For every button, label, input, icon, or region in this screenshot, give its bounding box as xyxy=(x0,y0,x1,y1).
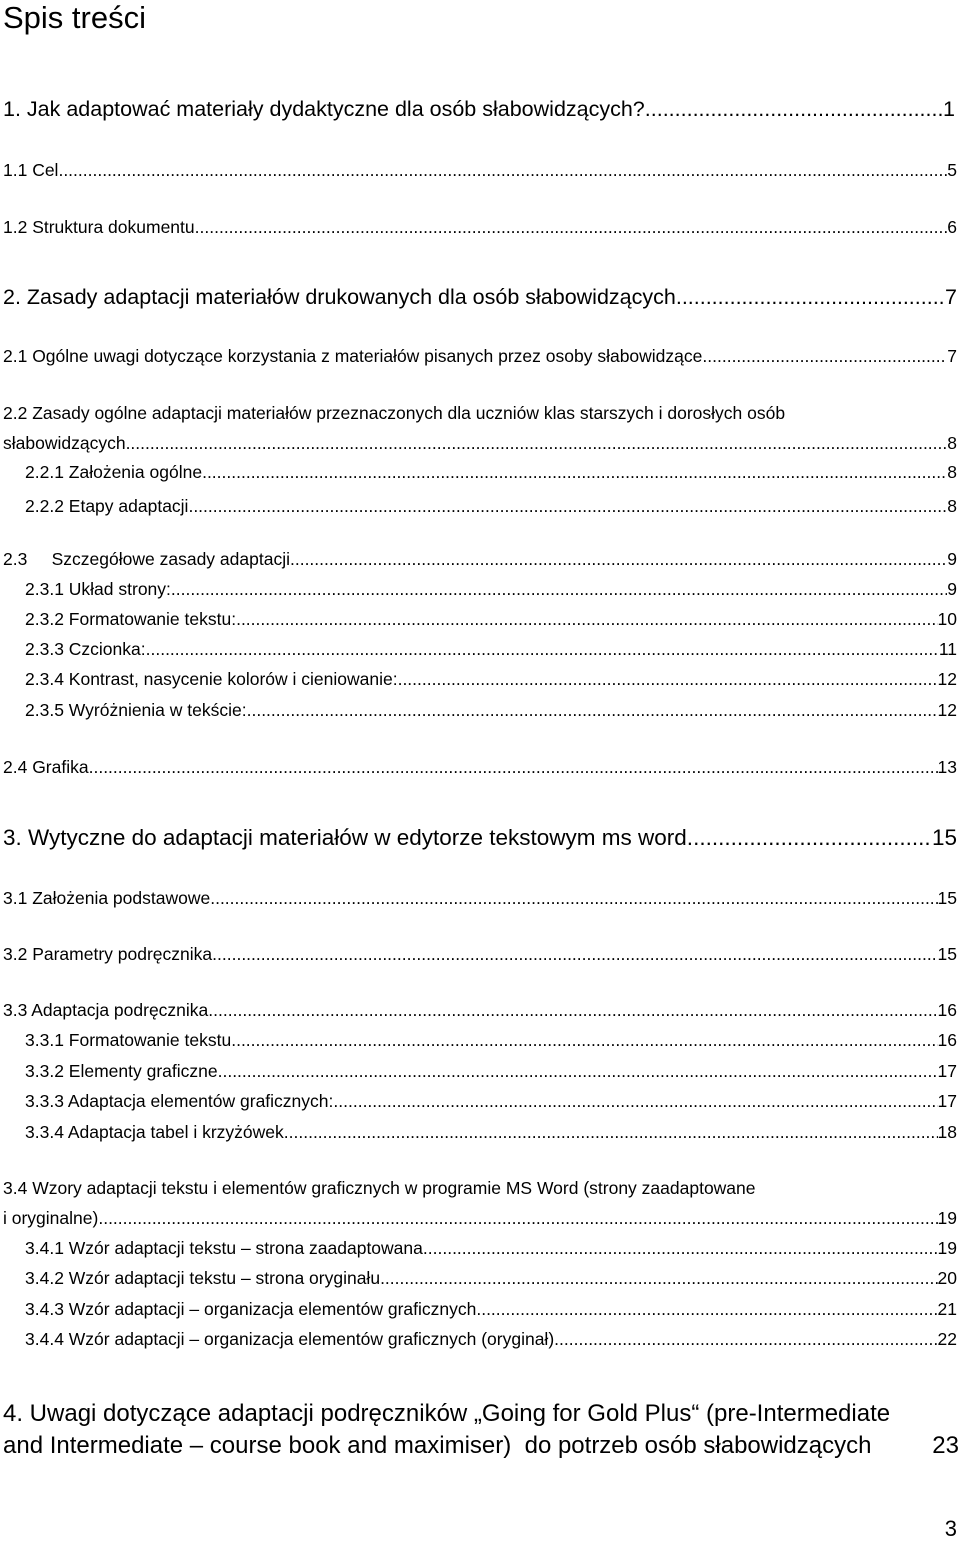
toc-entry[interactable] xyxy=(25,1299,957,1320)
toc-leader xyxy=(290,549,947,570)
toc-leader xyxy=(380,1268,937,1289)
toc-entry-label: 1.2 Struktura dokumentu xyxy=(3,217,195,237)
toc-entry-label: 2.3.5 Wyróżnienia w tekście: xyxy=(25,700,247,720)
toc-entry[interactable] xyxy=(3,944,957,965)
toc-entry[interactable] xyxy=(3,549,957,570)
toc-entry-label: 3.1 Założenia podstawowe xyxy=(3,888,211,908)
toc-entry-label: 2.3.3 Czcionka: xyxy=(25,639,146,659)
toc-entry[interactable] xyxy=(3,97,955,122)
toc-leader xyxy=(423,1238,938,1259)
toc-entry-page: 8 xyxy=(947,496,957,516)
toc-leader xyxy=(676,285,945,310)
toc-entry-label: 3.3.2 Elementy graficzne xyxy=(25,1061,218,1081)
toc-entry-label: 2.3.1 Układ strony: xyxy=(25,579,171,599)
toc-leader xyxy=(702,346,947,367)
toc-entry[interactable] xyxy=(3,1208,957,1229)
toc-entry-label: 3.3.1 Formatowanie tekstu xyxy=(25,1030,232,1050)
toc-entry[interactable] xyxy=(25,1238,957,1259)
page-number: 3 xyxy=(944,1516,957,1541)
toc-entry[interactable] xyxy=(25,1329,957,1350)
toc-leader xyxy=(231,1030,937,1051)
toc-leader xyxy=(210,888,937,909)
toc-entry-label: 2.2.2 Etapy adaptacji xyxy=(25,496,189,516)
toc-entry-label: 2.3 Szczegółowe zasady adaptacji xyxy=(3,549,290,569)
toc-entry[interactable] xyxy=(25,609,957,630)
toc-leader xyxy=(208,1000,937,1021)
toc-entry-page: 17 xyxy=(937,1061,957,1081)
toc-entry[interactable] xyxy=(3,285,957,310)
toc-leader xyxy=(693,825,932,851)
toc-entry-label: 3. Wytyczne do adaptacji materiałów w edytorze tekstowym ms word. xyxy=(3,825,694,850)
toc-leader xyxy=(103,1208,937,1229)
toc-entry-label: 3.2 Parametry podręcznika xyxy=(3,944,213,964)
toc-leader xyxy=(146,639,939,660)
toc-entry-label: 3.4.1 Wzór adaptacji tekstu – strona zaadaptowana xyxy=(25,1238,423,1258)
toc-entry-page: 23 xyxy=(932,1432,959,1459)
toc-entry-page: 12 xyxy=(937,669,957,689)
toc-entry-label: 3.4.4 Wzór adaptacji – organizacja elementów graficznych (oryginał) xyxy=(25,1329,555,1349)
toc-leader xyxy=(645,97,943,122)
toc-leader xyxy=(58,160,947,181)
toc-leader xyxy=(236,609,937,630)
toc-entry[interactable] xyxy=(25,579,957,600)
toc-entry[interactable] xyxy=(3,217,957,238)
toc-entry-page: 9 xyxy=(947,549,957,569)
toc-entry-label: 3.3 Adaptacja podręcznika xyxy=(3,1000,209,1020)
toc-entry-label: 1.1 Cel xyxy=(3,160,59,180)
toc-entry-label: 2. Zasady adaptacji materiałów drukowanych dla osób słabowidzących xyxy=(3,285,676,309)
toc-entry-page: 19 xyxy=(937,1238,957,1258)
toc-entry-page: 6 xyxy=(947,217,957,237)
toc-entry-label: i oryginalne). xyxy=(3,1208,104,1228)
toc-entry-label: 2.4 Grafika xyxy=(3,757,89,777)
toc-entry-label: 3.3.4 Adaptacja tabel i krzyżówek xyxy=(25,1122,284,1142)
toc-entry-label-line1: 4. Uwagi dotyczące adaptacji podręczników „Going for Gold Plus“ (pre-Intermediate xyxy=(3,1400,891,1427)
toc-entry-page: 22 xyxy=(937,1329,957,1349)
toc-entry-page: 8 xyxy=(947,462,957,482)
toc-entry[interactable] xyxy=(25,669,957,690)
toc-leader xyxy=(284,1122,938,1143)
toc-entry-page: 7 xyxy=(947,346,957,366)
toc-entry[interactable] xyxy=(3,825,957,851)
toc-leader xyxy=(398,669,938,690)
toc-entry-label: słabowidzących xyxy=(3,433,126,453)
toc-entry[interactable] xyxy=(3,433,957,454)
toc-entry-page: 9 xyxy=(947,579,957,599)
toc-leader xyxy=(218,1061,938,1082)
toc-entry[interactable] xyxy=(3,1000,957,1021)
toc-entry-label: 2.1 Ogólne uwagi dotyczące korzystania z materiałów pisanych przez osoby słabowidzące xyxy=(3,346,703,366)
toc-leader xyxy=(247,700,938,721)
toc-entry[interactable] xyxy=(3,1432,959,1460)
toc-entry-label: 2.3.2 Formatowanie tekstu: xyxy=(25,609,237,629)
toc-entry-page: 16 xyxy=(937,1030,957,1050)
toc-entry-page: 16 xyxy=(937,1000,957,1020)
toc-entry[interactable] xyxy=(25,1122,957,1143)
toc-entry-page: 15 xyxy=(931,825,957,850)
toc-entry-label: 2.2.1 Założenia ogólne xyxy=(25,462,203,482)
toc-entry-label: 1. Jak adaptować materiały dydaktyczne dla osób słabowidzących? xyxy=(3,97,645,121)
toc-entry-page: 19 xyxy=(937,1208,957,1228)
toc-leader xyxy=(202,462,947,483)
toc-entry-label: 3.4.3 Wzór adaptacji – organizacja elementów graficznych xyxy=(25,1299,477,1319)
toc-entry-page: 15 xyxy=(937,888,957,908)
toc-entry-label: 3.3.3 Adaptacja elementów graficznych: xyxy=(25,1091,334,1111)
toc-entry-page: 8 xyxy=(947,433,957,453)
toc-entry[interactable] xyxy=(25,639,957,660)
toc-leader xyxy=(333,1091,937,1112)
toc-entry-page: 20 xyxy=(937,1268,957,1288)
toc-entry[interactable] xyxy=(3,160,957,181)
toc-entry-label: 2.3.4 Kontrast, nasycenie kolorów i cieniowanie: xyxy=(25,669,398,689)
toc-entry-label-line1: 3.4 Wzory adaptacji tekstu i elementów graficznych w programie MS Word (strony zaadaptowane xyxy=(3,1178,756,1198)
toc-entry-label-line1: 2.2 Zasady ogólne adaptacji materiałów przeznaczonych dla uczniów klas starszych i dorosłych osób xyxy=(3,403,786,423)
toc-entry[interactable] xyxy=(25,462,957,483)
toc-entry-page: 5 xyxy=(947,160,957,180)
toc-entry-page: 18 xyxy=(937,1122,957,1142)
toc-leader xyxy=(188,496,947,517)
toc-entry[interactable] xyxy=(25,1061,957,1082)
toc-entry-page: 21 xyxy=(937,1299,957,1319)
toc-entry[interactable] xyxy=(25,496,957,517)
toc-entry-page: 15 xyxy=(937,944,957,964)
toc-leader xyxy=(212,944,937,965)
toc-leader xyxy=(126,433,948,454)
toc-entry[interactable] xyxy=(3,888,957,909)
toc-leader xyxy=(89,757,938,778)
toc-entry[interactable] xyxy=(25,1030,957,1051)
toc-entry[interactable] xyxy=(25,1268,957,1289)
toc-leader xyxy=(554,1329,937,1350)
toc-entry-page: 13 xyxy=(937,757,957,777)
toc-entry-page: 12 xyxy=(937,700,957,720)
toc-entry-page: 11 xyxy=(938,639,957,659)
toc-leader xyxy=(171,579,947,600)
toc-entry[interactable] xyxy=(25,1091,957,1112)
toc-entry-label: 3.4.2 Wzór adaptacji tekstu – strona oryginału xyxy=(25,1268,381,1288)
toc-entry-label: and Intermediate – course book and maximiser) do potrzeb osób słabowidzących xyxy=(3,1432,872,1459)
toc-entry-page: 1 xyxy=(943,97,955,121)
toc-entry[interactable] xyxy=(3,757,957,778)
toc-entry[interactable] xyxy=(25,700,957,721)
toc-leader xyxy=(476,1299,937,1320)
toc-entry[interactable] xyxy=(3,346,957,367)
toc-leader xyxy=(195,217,948,238)
toc-entry-page: 17 xyxy=(937,1091,957,1111)
toc-entry-page: 10 xyxy=(937,609,957,629)
page-title: Spis treści xyxy=(3,0,146,35)
toc-entry-page: 7 xyxy=(945,285,957,309)
